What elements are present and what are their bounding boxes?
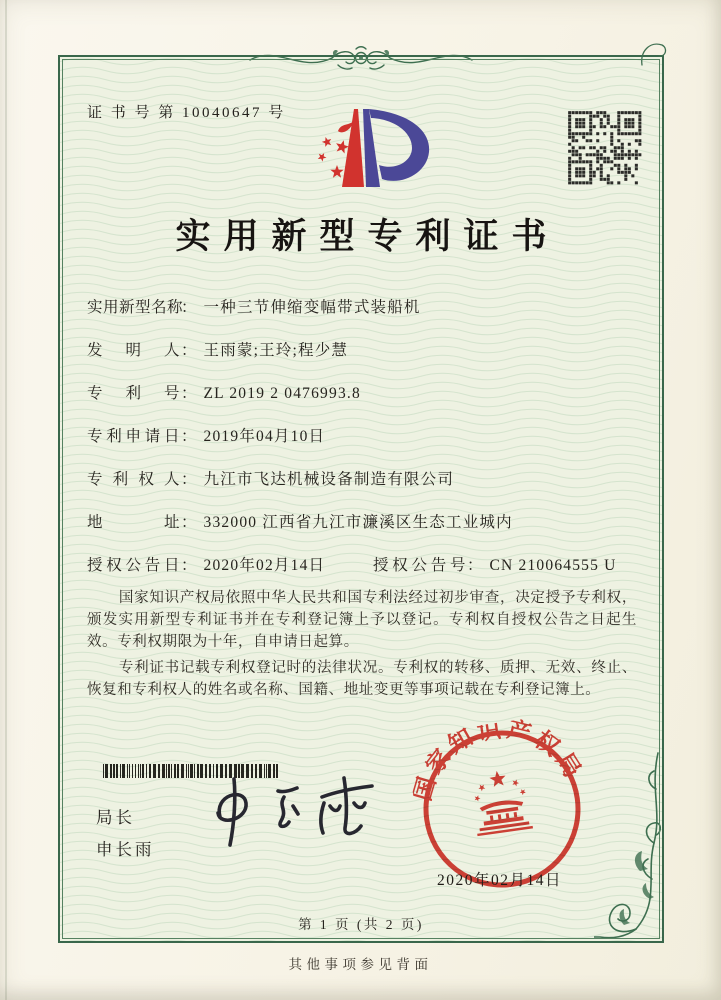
certificate-title: 实用新型专利证书 xyxy=(175,217,560,256)
field-row-inventors xyxy=(87,338,642,381)
field-colon: ： xyxy=(181,299,197,316)
field-label: 专利权人 xyxy=(87,471,180,488)
field-value: 王雨蒙;王玲;程少慧 xyxy=(203,342,349,359)
field-colon: ： xyxy=(181,557,197,574)
field-row-patentee xyxy=(87,467,642,510)
director-name: 申长雨 xyxy=(96,840,155,859)
cnipa-patent-logo-icon xyxy=(284,105,456,197)
field-label: 授权公告日 xyxy=(87,557,180,574)
field-list xyxy=(87,295,642,596)
field-colon: ： xyxy=(181,514,197,531)
legal-text xyxy=(87,588,637,702)
top-center-ornament-icon xyxy=(246,43,476,75)
top-right-curl-icon xyxy=(638,39,672,69)
director-signature xyxy=(206,773,396,855)
field-value: 2020年02月14日 xyxy=(203,557,326,574)
logo-stars xyxy=(318,137,349,178)
field-row-address xyxy=(87,510,642,553)
field-value: CN 210064555 U xyxy=(489,557,617,574)
field-label: 专利申请日 xyxy=(87,428,180,445)
footer-note: 其他事项参见背面 xyxy=(288,957,433,972)
certificate-frame xyxy=(58,55,664,943)
field-colon: ： xyxy=(181,342,197,359)
legal-paragraph: 国家知识产权局依照中华人民共和国专利法经过初步审查，决定授予专利权，颁发实用新型专利证书并在专利登记簿上予以登记。专利权自授权公告之日起生效。专利权期限为十年，自申请日起算。 xyxy=(87,590,637,650)
field-row-name xyxy=(87,295,642,338)
field-label: 专利号 xyxy=(87,385,180,402)
issue-date: 2020年02月14日 xyxy=(437,872,563,889)
field-label: 地址 xyxy=(87,514,180,531)
field-value: ZL 2019 2 0476993.8 xyxy=(203,385,361,402)
field-label: 授权公告号 xyxy=(373,557,466,574)
legal-paragraph: 专利证书记载专利权登记时的法律状况。专利权的转移、质押、无效、终止、恢复和专利权人的姓名或名称、国籍、地址变更等事项记载在专利登记簿上。 xyxy=(87,660,637,699)
field-colon: ： xyxy=(467,557,483,574)
field-colon: ： xyxy=(181,385,197,402)
field-label: 实用新型名称 xyxy=(87,299,184,316)
field-grant-number xyxy=(373,553,617,575)
page-indicator: 第 1 页 (共 2 页) xyxy=(298,917,424,932)
certificate-number: 证 书 号 第 10040647 号 xyxy=(87,105,286,121)
seal-text: 国家知识产权局 xyxy=(409,716,588,805)
field-row-patent-no xyxy=(87,381,642,424)
director-block xyxy=(96,802,155,866)
field-value: 332000 江西省九江市濂溪区生态工业城内 xyxy=(203,514,513,531)
field-value: 一种三节伸缩变幅带式装船机 xyxy=(203,299,421,316)
field-label: 发明人 xyxy=(87,342,180,359)
field-colon: ： xyxy=(181,471,197,488)
seal-stars xyxy=(471,767,526,802)
field-value: 2019年04月10日 xyxy=(203,428,326,445)
director-title: 局长 xyxy=(96,808,135,827)
seal-emblem xyxy=(469,767,533,836)
qr-code xyxy=(566,109,644,187)
field-row-filing-date xyxy=(87,424,642,467)
field-colon: ： xyxy=(181,428,197,445)
field-value: 九江市飞达机械设备制造有限公司 xyxy=(203,471,455,488)
